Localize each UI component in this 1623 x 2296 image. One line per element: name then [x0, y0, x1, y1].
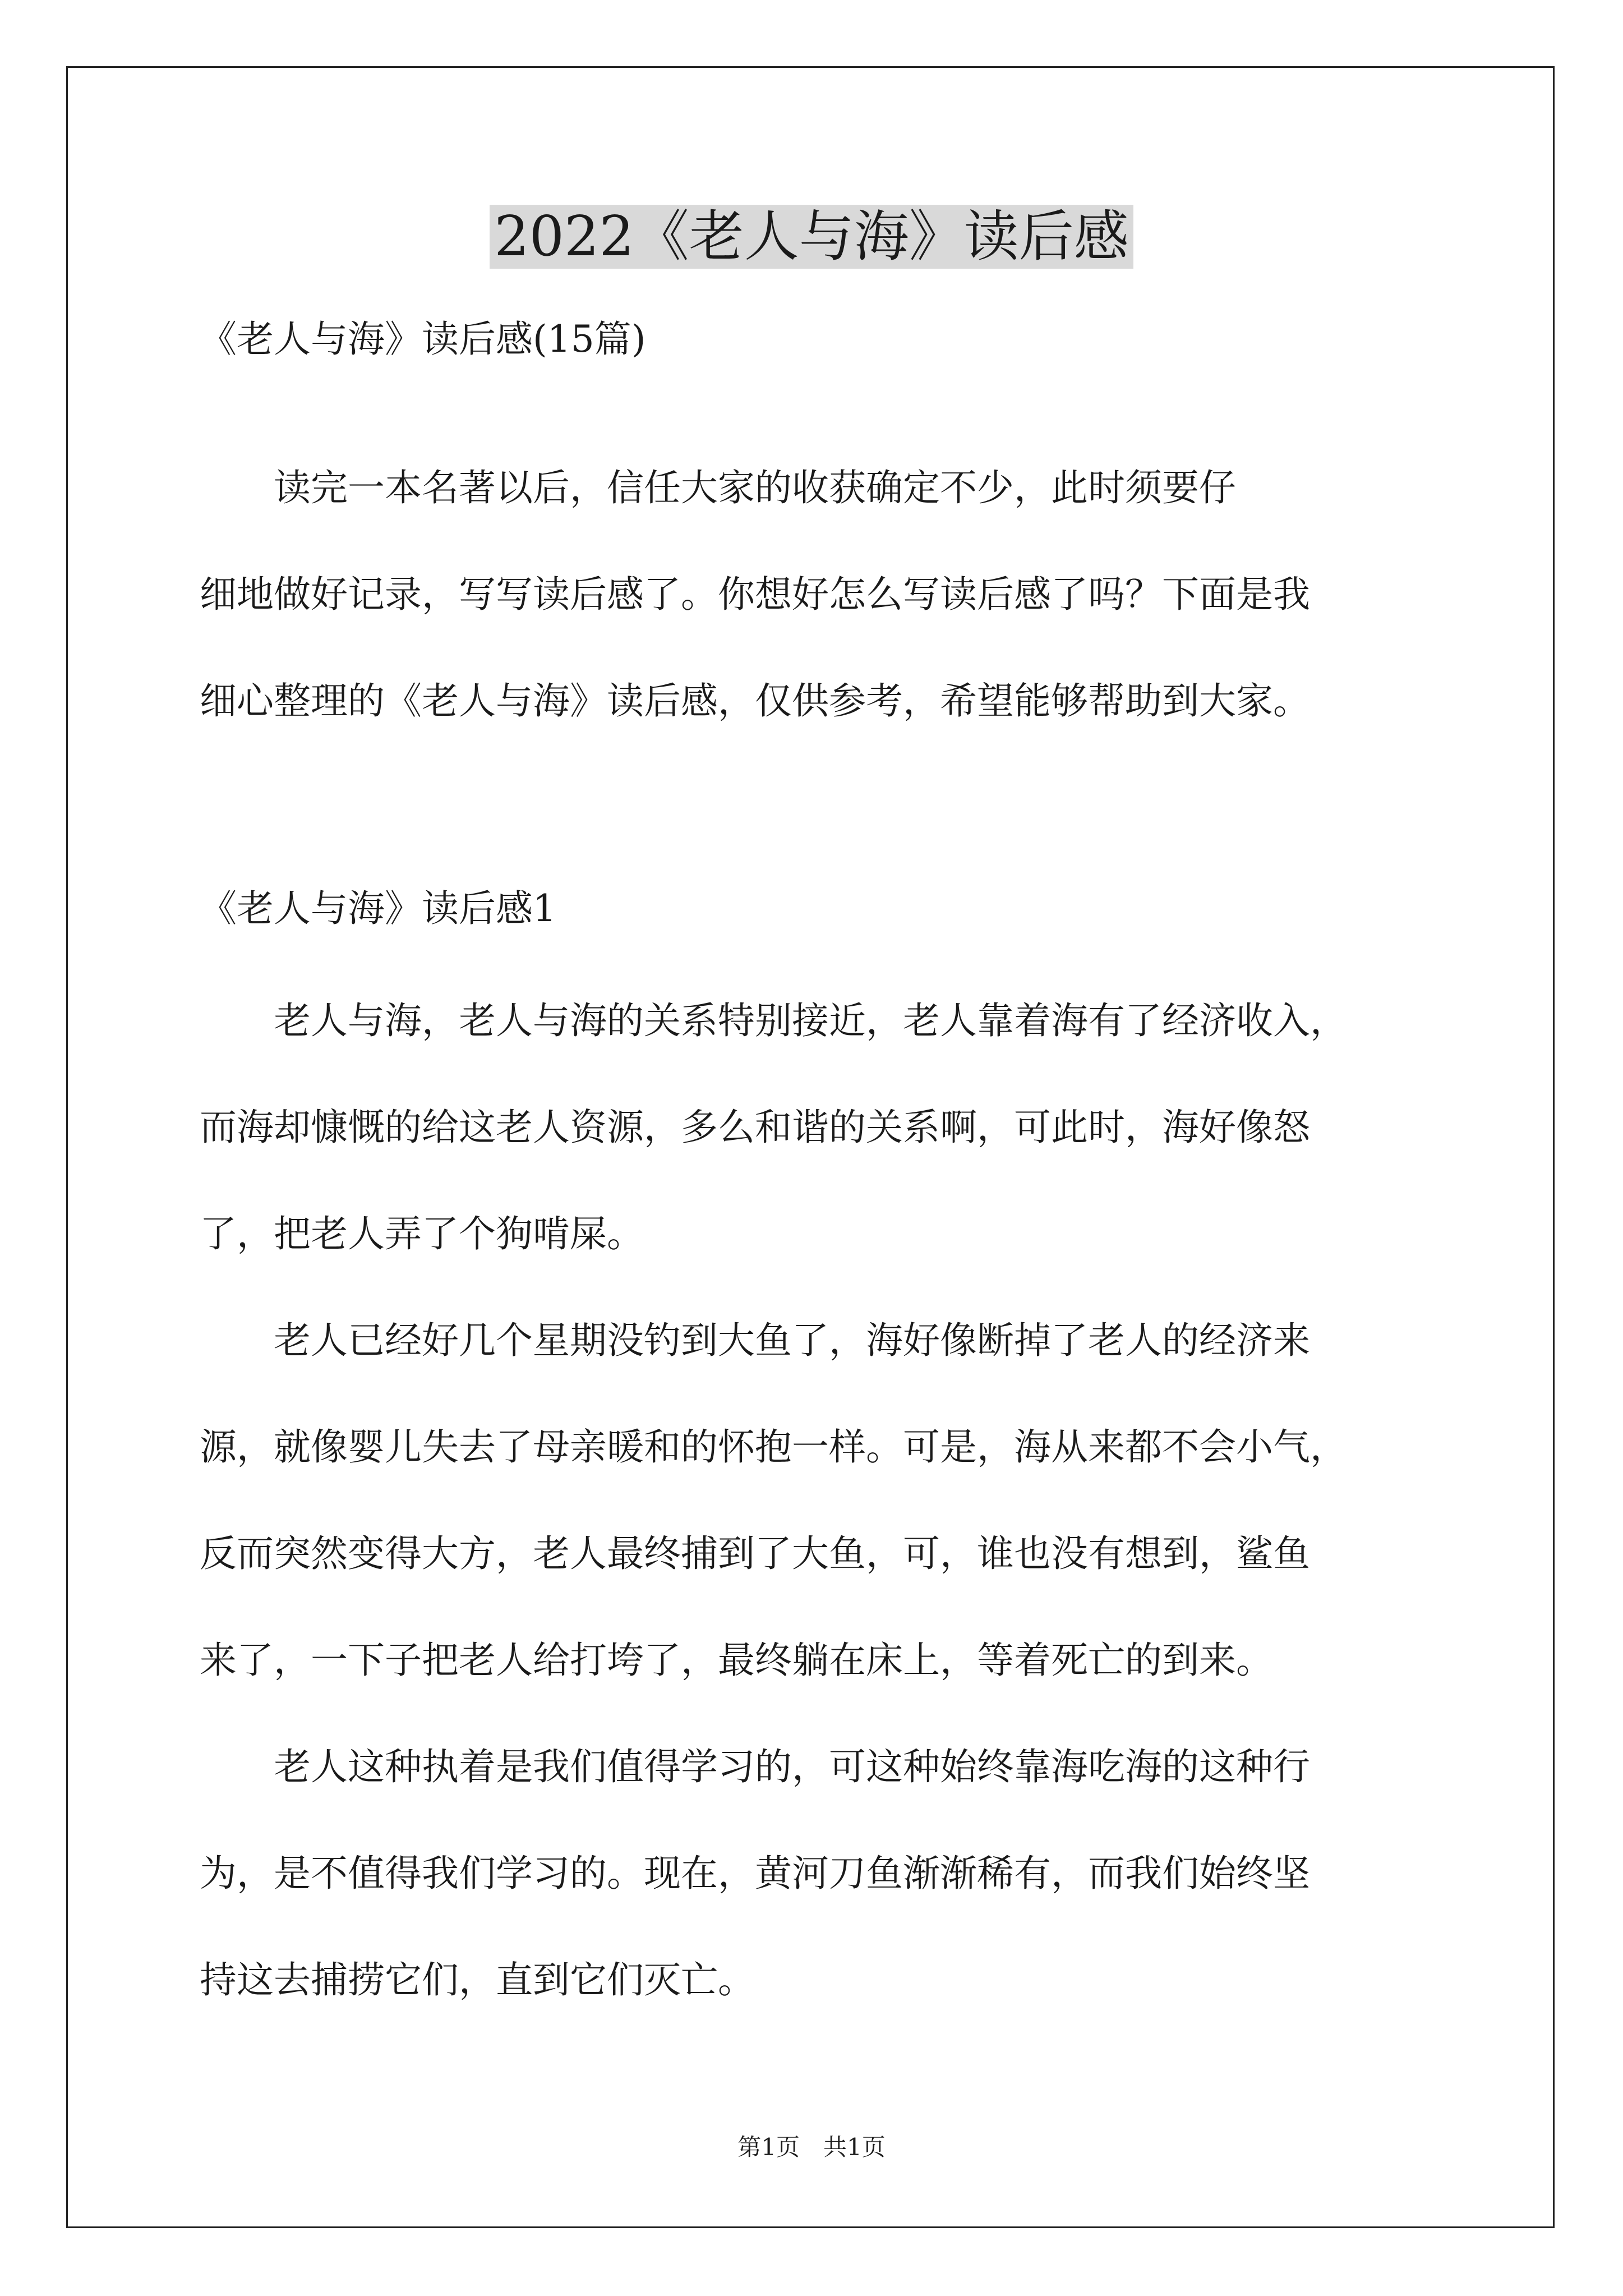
document-title-text: 2022《老人与海》读后感 [490, 205, 1133, 269]
intro-line: 细地做好记录，写写读后感了。你想好怎么写读后感了吗？下面是我 [200, 573, 1310, 616]
paragraph-line: 老人这种执着是我们值得学习的，可这种始终靠海吃海的这种行 [200, 1745, 1310, 1788]
paragraph-line: 源，就像婴儿失去了母亲暖和的怀抱一样。可是，海从来都不会小气， [200, 1425, 1347, 1469]
section-heading: 《老人与海》读后感1 [200, 887, 556, 930]
paragraph-line: 反而突然变得大方，老人最终捕到了大鱼，可，谁也没有想到，鲨鱼 [200, 1532, 1310, 1575]
paragraph-line: 老人已经好几个星期没钓到大鱼了，海好像断掉了老人的经济来 [200, 1319, 1310, 1362]
paragraph-line: 为，是不值得我们学习的。现在，黄河刀鱼渐渐稀有，而我们始终坚 [200, 1852, 1310, 1895]
intro-line: 细心整理的《老人与海》读后感，仅供参考，希望能够帮助到大家。 [200, 679, 1310, 723]
subtitle: 《老人与海》读后感(15篇) [200, 318, 646, 361]
paragraph-line: 老人与海，老人与海的关系特别接近，老人靠着海有了经济收入， [200, 999, 1347, 1042]
document-title [0, 197, 1623, 276]
paragraph-line: 而海却慷慨的给这老人资源，多么和谐的关系啊，可此时，海好像怒 [200, 1106, 1310, 1149]
paragraph-line: 持这去捕捞它们，直到它们灭亡。 [200, 1958, 755, 2001]
paragraph-line: 来了，一下子把老人给打垮了，最终躺在床上，等着死亡的到来。 [200, 1639, 1273, 1682]
intro-line: 读完一本名著以后，信任大家的收获确定不少，此时须要仔 [200, 466, 1236, 509]
paragraph-line: 了，把老人弄了个狗啃屎。 [200, 1212, 644, 1255]
page-footer: 第1页 共1页 [737, 2133, 886, 2161]
